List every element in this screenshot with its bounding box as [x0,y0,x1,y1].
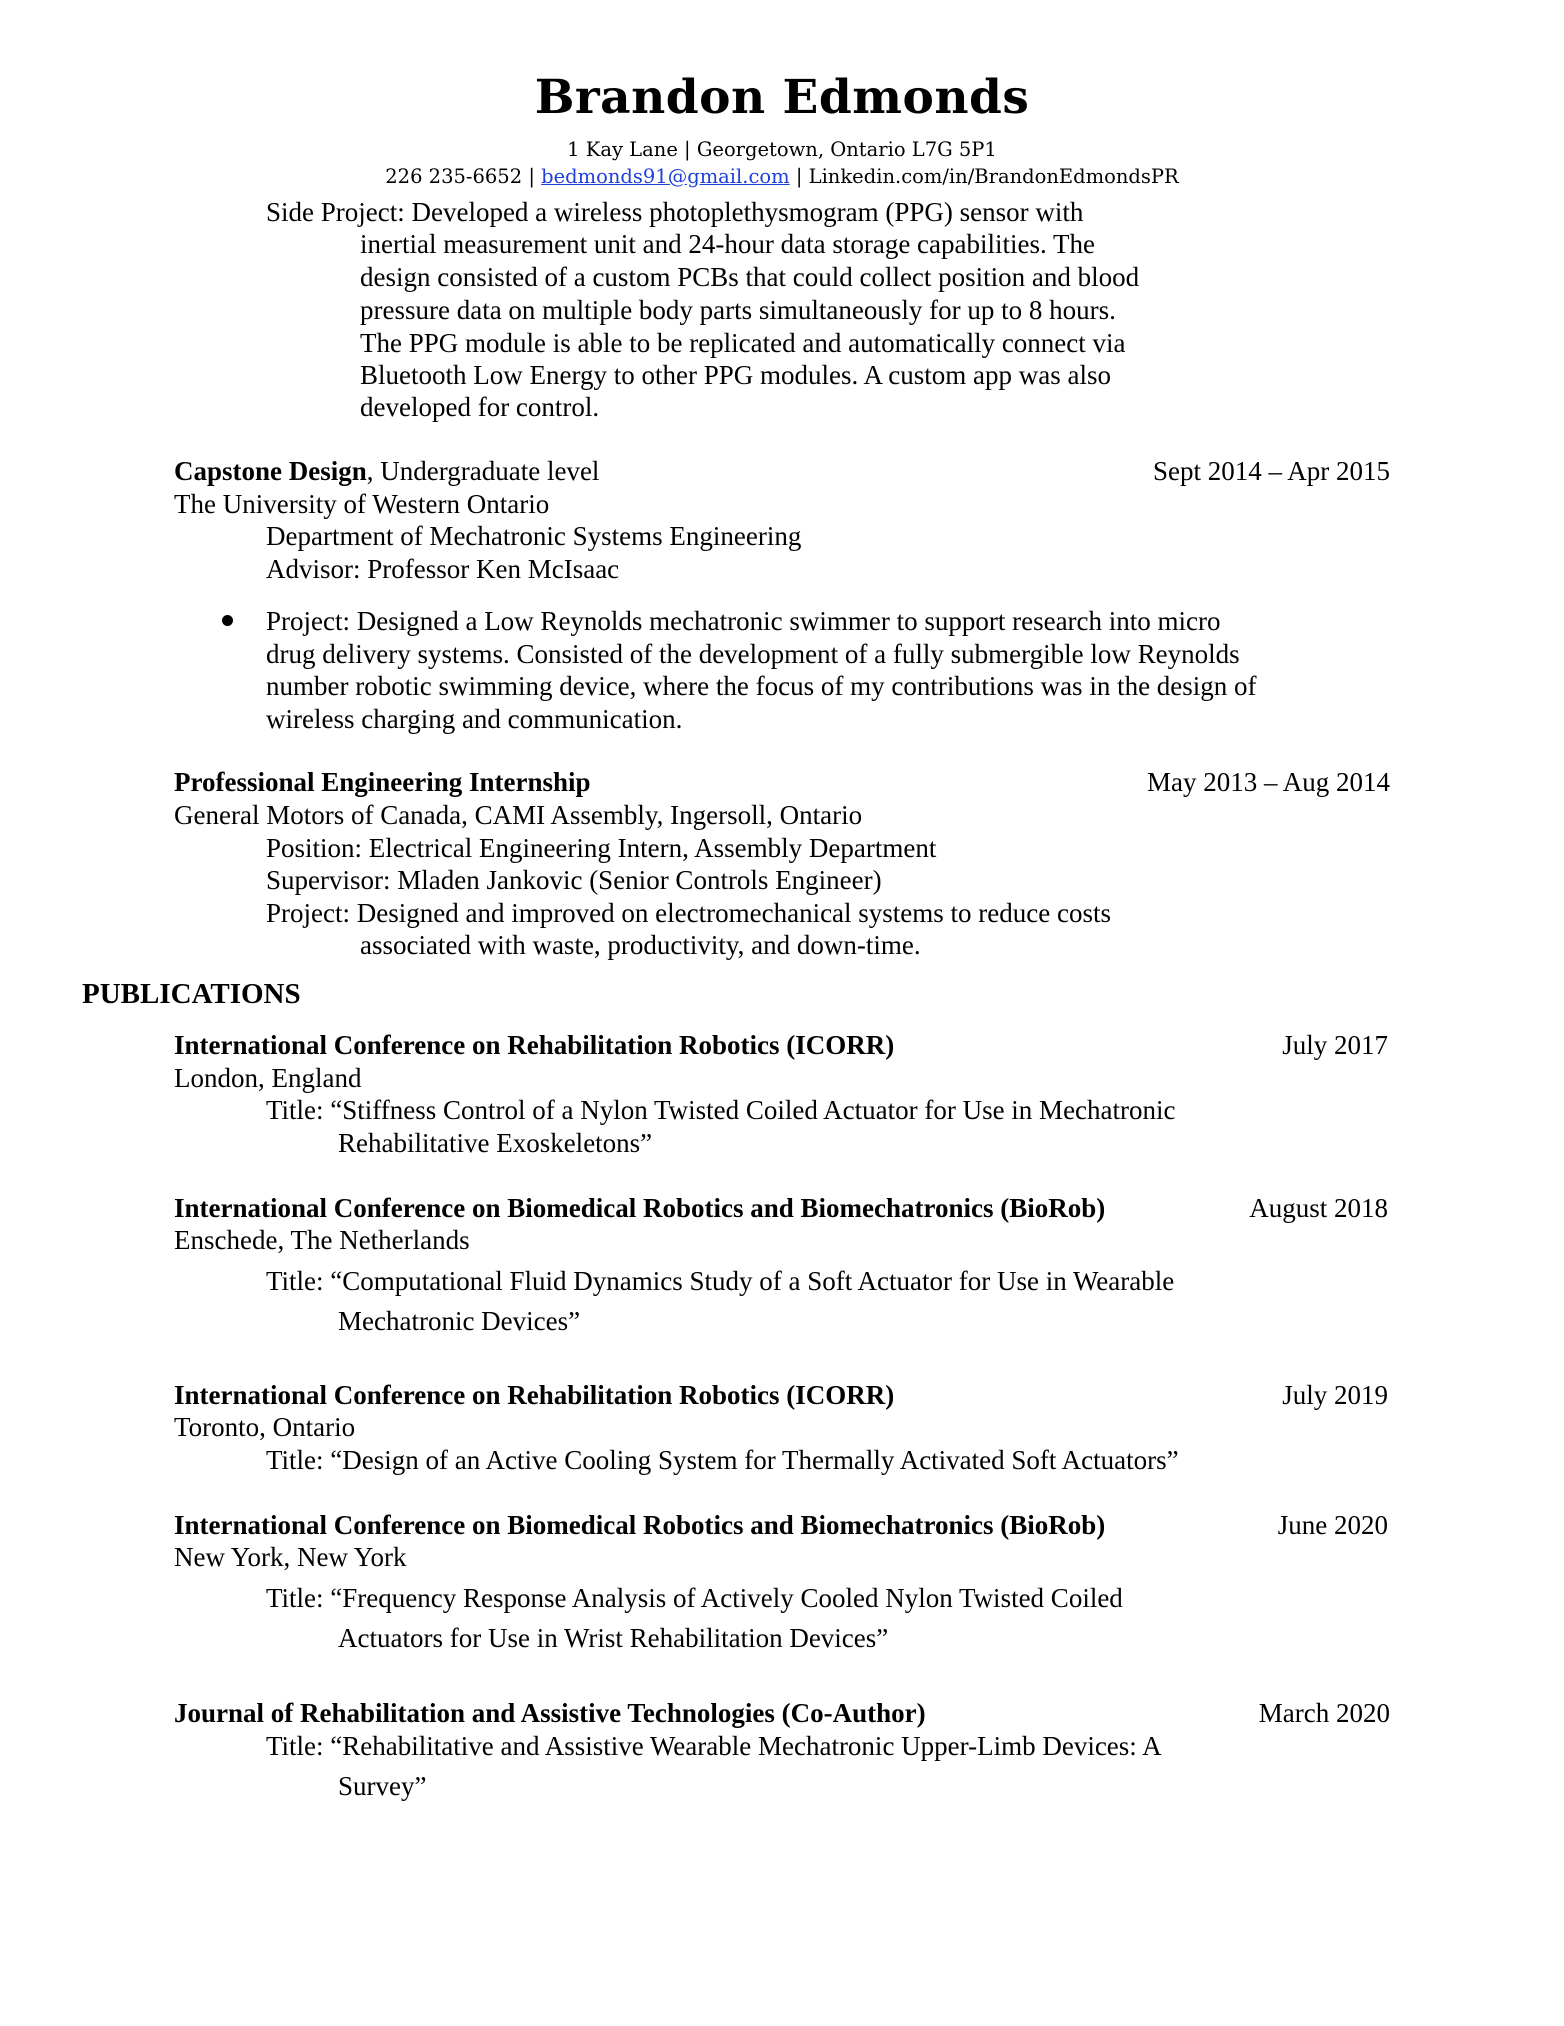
contact-line [0,165,1564,188]
publication-title: Title: “Design of an Active Cooling System for Thermally Activated Soft Actuators” [266,1445,1179,1475]
publication-title: Actuators for Use in Wrist Rehabilitation Devices” [338,1623,889,1653]
publication-location: London, England [174,1063,362,1093]
publication-location: Toronto, Ontario [174,1412,356,1442]
internship-position: Position: Electrical Engineering Intern, Assembly Department [266,833,937,863]
side-project-line: The PPG module is able to be replicated and automatically connect via [360,328,1126,358]
applicant-name: Brandon Edmonds [534,70,1030,125]
capstone-project-line: Project: Designed a Low Reynolds mechatronic swimmer to support research into micro [266,606,1221,636]
internship-project: Project: Designed and improved on electromechanical systems to reduce costs [266,898,1111,928]
publication-title: Title: “Rehabilitative and Assistive Wearable Mechatronic Upper-Limb Devices: A [266,1731,1162,1761]
publication-date: July 2019 [1282,1380,1388,1410]
internship-title: Professional Engineering Internship [174,767,591,797]
internship-company: General Motors of Canada, CAMI Assembly, Ingersoll, Ontario [174,800,863,830]
side-project-line: inertial measurement unit and 24-hour data storage capabilities. The [360,229,1095,259]
side-project-line: pressure data on multiple body parts simultaneously for up to 8 hours. [360,295,1116,325]
publication-date: June 2020 [1277,1510,1388,1540]
publication-venue: Journal of Rehabilitation and Assistive Technologies (Co-Author) [174,1698,926,1728]
publication-title: Title: “Stiffness Control of a Nylon Twisted Coiled Actuator for Use in Mechatronic [266,1095,1176,1125]
publication-title: Title: “Frequency Response Analysis of Actively Cooled Nylon Twisted Coiled [266,1583,1123,1613]
publication-location: New York, New York [174,1542,407,1572]
capstone-project-line: number robotic swimming device, where the focus of my contributions was in the design of [266,671,1257,701]
separator: | [795,165,803,188]
publication-venue: International Conference on Biomedical Robotics and Biomechatronics (BioRob) [174,1510,1106,1540]
publication-date: August 2018 [1249,1193,1388,1223]
publication-date: March 2020 [1258,1698,1390,1728]
capstone-date: Sept 2014 – Apr 2015 [1152,456,1390,486]
publication-title: Rehabilitative Exoskeletons” [338,1128,653,1158]
internship-project: associated with waste, productivity, and down-time. [360,930,921,960]
publications-heading: PUBLICATIONS [82,978,301,1010]
publication-venue: International Conference on Biomedical Robotics and Biomechatronics (BioRob) [174,1193,1106,1223]
publication-title: Mechatronic Devices” [338,1306,581,1336]
publication-title: Survey” [338,1771,427,1801]
side-project-line: developed for control. [360,392,600,422]
publication-location: Enschede, The Netherlands [174,1225,470,1255]
publication-venue: International Conference on Rehabilitation Robotics (ICORR) [174,1380,895,1410]
side-project-line: Bluetooth Low Energy to other PPG modules. A custom app was also [360,360,1111,390]
internship-supervisor: Supervisor: Mladen Jankovic (Senior Controls Engineer) [266,865,882,895]
capstone-department: Department of Mechatronic Systems Engineering [266,521,802,551]
capstone-heading [174,455,599,487]
capstone-project-line: wireless charging and communication. [266,704,683,734]
email-link[interactable]: bedmonds91@gmail.com [541,165,790,188]
address-line: 1 Kay Lane | Georgetown, Ontario L7G 5P1 [567,138,997,161]
bullet-icon [222,615,233,626]
publication-date: July 2017 [1282,1030,1388,1060]
capstone-level: , Undergraduate level [366,456,600,486]
phone-number: 226 235-6652 [385,165,523,188]
publication-title: Title: “Computational Fluid Dynamics Study of a Soft Actuator for Use in Wearable [266,1266,1175,1296]
capstone-institution: The University of Western Ontario [174,489,550,519]
linkedin-link[interactable]: Linkedin.com/in/BrandonEdmondsPR [808,165,1179,188]
capstone-title: Capstone Design [174,456,367,486]
publication-venue: International Conference on Rehabilitation Robotics (ICORR) [174,1030,895,1060]
side-project-line: design consisted of a custom PCBs that could collect position and blood [360,262,1140,292]
separator: | [528,165,535,188]
capstone-project-line: drug delivery systems. Consisted of the development of a fully submergible low Reynolds [266,639,1240,669]
side-project-line: Side Project: Developed a wireless photoplethysmogram (PPG) sensor with [266,197,1084,227]
internship-date: May 2013 – Aug 2014 [1147,767,1390,797]
capstone-advisor: Advisor: Professor Ken McIsaac [266,554,620,584]
